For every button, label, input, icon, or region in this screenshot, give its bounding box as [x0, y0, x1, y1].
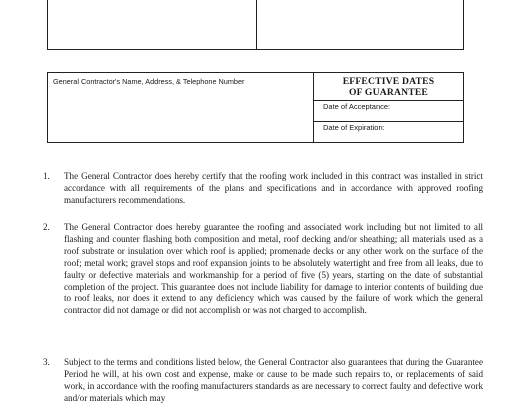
guarantee-dates-title [314, 76, 463, 98]
clause-2 [43, 222, 483, 317]
clause-3-text: Subject to the terms and conditions listed below, the General Contractor also guarantees that during the Guarantee Period he will, at his own cost and expense, make or cause to be made such repairs to, or replacements of said work, in accordance with the roofing manufacturers standards as are necessary to correct faulty and defective work and/or materials which may [64, 357, 483, 403]
clause-1-text: The General Contractor does hereby certify that the roofing work included in this contract was installed in strict accordance with all requirements of the plans and specifications and in accordance with approved roofing manufacturers recommendations. [64, 171, 483, 205]
clause-2-number: 2. [43, 222, 50, 232]
contractor-info-box [47, 72, 314, 143]
top-left-field-box [47, 0, 257, 50]
contractor-info-label: General Contractor's Name, Address, & Telephone Number [53, 77, 245, 86]
clause-1 [43, 171, 483, 207]
acceptance-date-label: Date of Acceptance: [323, 102, 391, 111]
clause-1-number: 1. [43, 171, 50, 181]
guarantee-title-line1: EFFECTIVE DATES [342, 76, 435, 87]
top-right-field-box [256, 0, 464, 50]
acceptance-date-row [314, 100, 463, 121]
clause-3 [43, 357, 483, 405]
clause-2-text: The General Contractor does hereby guarantee the roofing and associated work including but not limited to all flashing and counter flashing both composition and metal, roof decking and/or sheathing; all materials used as a roof substrate or insulation over which roof is applied; promenade decks or any other work on the surface of the roof; metal work; gravel stops and roof expansion joints to be absolutely watertight and free from all leaks, due to faulty or defective materials and workmanship for a period of five (5) years, starting on the date of substantial completion of the project. This guarantee does not include liability for damage to interior contents of building due to roof leaks, nor does it extend to any deficiency which was caused by the failure of work which the general contractor did not damage or did not accomplish or was not charged to accomplish. [64, 222, 483, 316]
clause-3-number: 3. [43, 357, 50, 367]
guarantee-title-line2: OF GUARANTEE [348, 87, 429, 98]
guarantee-dates-box [313, 72, 464, 143]
expiration-date-label: Date of Expiration: [323, 123, 385, 132]
expiration-date-row [314, 121, 463, 142]
